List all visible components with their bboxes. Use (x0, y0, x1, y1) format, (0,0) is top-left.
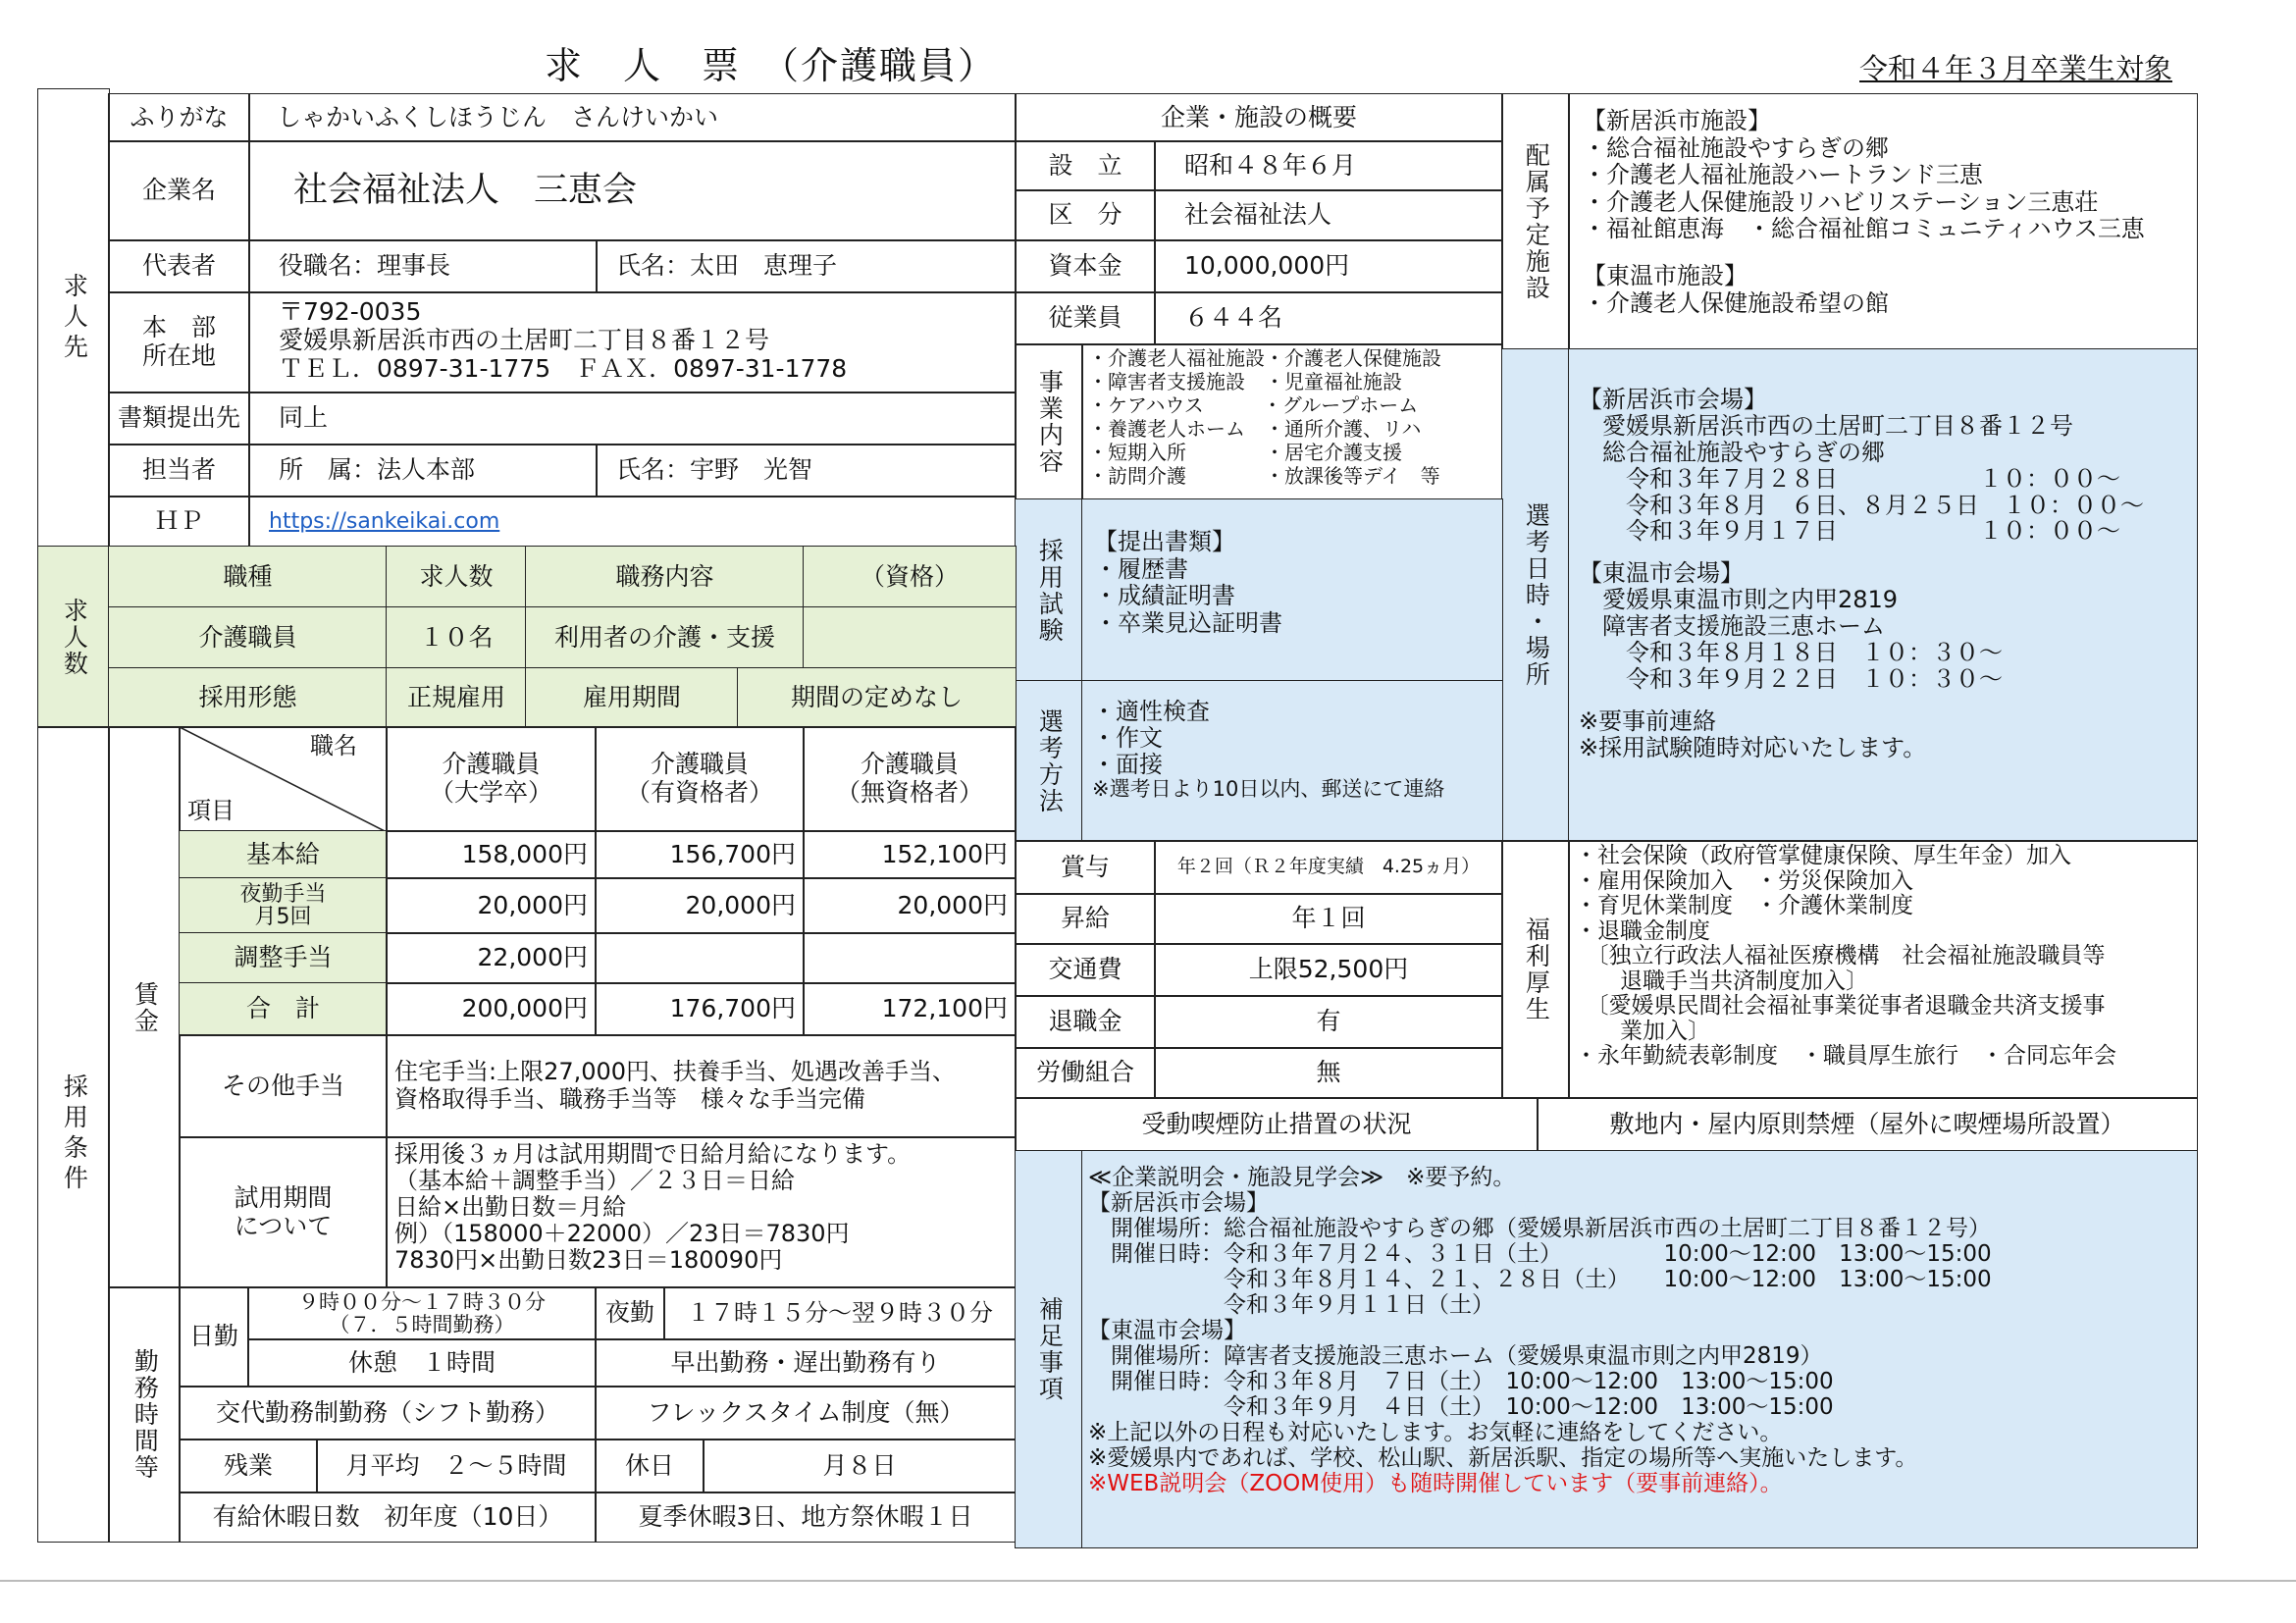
holiday: 月８日 (703, 1439, 1017, 1493)
exam-label: 採用試験 (1015, 498, 1083, 682)
business-item: ・養護老人ホーム ・通所介護、リハ (1088, 417, 1422, 441)
company-name-label: 企業名 (108, 140, 250, 241)
bonus: 年２回（Ｒ２年度実績 4.25ヵ月） (1154, 840, 1503, 895)
type-value: 社会福祉法人 (1154, 189, 1503, 241)
exam-line: 【提出書類】 (1094, 528, 1235, 555)
facility-line: ・介護老人保健施設リハビリステーション三恵荘 (1583, 187, 2099, 216)
wage-cell: 200,000円 (386, 982, 597, 1036)
union: 無 (1154, 1047, 1503, 1099)
employment-type: 正規雇用 (386, 667, 527, 728)
welfare-label: 福利厚生 (1501, 840, 1570, 1099)
wage-row-label: 基本給 (179, 830, 388, 879)
welfare-line: 〔愛媛県民間社会福祉事業従事者退職金共済支援事 (1575, 993, 2106, 1020)
business-item: ・ケアハウス ・グループホーム (1088, 393, 1419, 417)
night-shift-time: １７時１５分～翌９時３０分 (663, 1286, 1017, 1340)
rep-label: 代表者 (108, 239, 250, 293)
wage-row-label: 夜勤手当 月5回 (179, 877, 388, 934)
hp-cell (248, 496, 1017, 548)
facilities-list (1568, 93, 2198, 350)
hp-label: ＨＰ (108, 496, 250, 548)
welfare-line: 業加入〕 (1575, 1018, 1710, 1044)
raise: 年１回 (1154, 893, 1503, 945)
contact-label: 担当者 (108, 444, 250, 497)
web-briefing-note: ※WEB説明会（ZOOM使用）も随時開催しています（要事前連絡）。 (1088, 1470, 1783, 1496)
capital-value: 10,000,000円 (1154, 239, 1503, 293)
exam-line: ・成績証明書 (1094, 582, 1235, 610)
wages-diagonal-header (179, 726, 388, 832)
openings-count: １０名 (386, 606, 527, 669)
wages-label: 賃金 (108, 726, 181, 1288)
supplement-line: 令和３年９月１１日（土） (1088, 1291, 1494, 1318)
employees-label: 従業員 (1015, 291, 1156, 345)
furigana-label: ふりがな (108, 93, 250, 142)
wage-cell (803, 932, 1017, 984)
welfare-line: ・社会保険（政府管掌健康保険、厚生年金）加入 (1575, 843, 2071, 868)
trial-label: 試用期間 について (179, 1136, 388, 1288)
wage-cell: 158,000円 (386, 830, 597, 879)
overtime-label: 残業 (179, 1439, 318, 1493)
diag-top-label: 職名 (310, 732, 357, 759)
openings-qualification (803, 606, 1017, 669)
day-shift-label: 日勤 (179, 1286, 249, 1387)
employees-value: ６４４名 (1154, 291, 1503, 345)
method-line: ・面接 (1092, 750, 1163, 778)
method-line: ・適性検査 (1092, 698, 1210, 725)
overtime: 月平均 ２～５時間 (316, 1439, 597, 1493)
method-line: ※選考日より10日以内、郵送にて連絡 (1092, 776, 1445, 801)
schedule-line: 令和３年８月１８日 １０：３０～ (1579, 638, 2003, 666)
supplement-text (1081, 1150, 2198, 1548)
wage-col-unqualified: 介護職員 （無資格者） (803, 726, 1017, 832)
other-allowance-label: その他手当 (179, 1034, 388, 1138)
welfare-line: 〔独立行政法人福祉医療機構 社会福祉施設職員等 (1575, 943, 2106, 969)
wage-col-graduate: 介護職員 （大学卒） (386, 726, 597, 832)
break-time: 休憩 １時間 (247, 1338, 597, 1387)
diag-bottom-label: 項目 (187, 797, 235, 825)
furigana-value: しゃかいふくしほうじん さんけいかい (248, 93, 1017, 142)
supplement-line: 開催場所：総合福祉施設やすらぎの郷（愛媛県新居浜市西の土居町二丁目８番１２号） (1088, 1215, 1991, 1241)
business-item: ・訪問介護 ・放課後等デイ 等 (1088, 464, 1440, 488)
wage-cell: 22,000円 (386, 932, 597, 984)
retirement: 有 (1154, 995, 1503, 1049)
schedule-line: 令和３年８月 ６日、８月２５日 １０：００～ (1579, 491, 2144, 519)
openings-head-duties: 職務内容 (525, 546, 805, 608)
schedule-line: ※採用試験随時対応いたします。 (1579, 733, 1927, 761)
schedule-line: 令和３年９月２２日 １０：３０～ (1579, 664, 2003, 693)
holiday-label: 休日 (595, 1439, 704, 1493)
schedule-line: 総合福祉施設やすらぎの郷 (1579, 438, 1885, 466)
method-line: ・作文 (1092, 723, 1163, 752)
facility-line: 【新居浜市施設】 (1583, 107, 1771, 134)
transport-label: 交通費 (1015, 943, 1156, 997)
supplement-line: ≪企業説明会・施設見学会≫ ※要予約。 (1088, 1165, 1516, 1190)
raise-label: 昇給 (1015, 893, 1156, 945)
homepage-link[interactable]: https://sankeikai.com (269, 508, 500, 534)
hq-address: 〒792-0035 愛媛県新居浜市西の土居町二丁目８番１２号 ＴＥＬ．0897-31-1775 ＦＡＸ．0897-31-1778 (248, 291, 1017, 393)
rep-title: 役職名：理事長 (248, 239, 598, 293)
employment-period: 期間の定めなし (737, 667, 1017, 728)
facility-line: ・介護老人保健施設希望の館 (1583, 288, 1889, 317)
rep-name: 氏名：太田 恵理子 (596, 239, 1017, 293)
facilities-label: 配属予定施設 (1501, 93, 1570, 350)
schedule-line: 障害者支援施設三恵ホーム (1579, 612, 1885, 640)
schedule-line (1579, 545, 2187, 560)
docs-label: 書類提出先 (108, 392, 250, 445)
wage-col-qualified: 介護職員 （有資格者） (595, 726, 805, 832)
other-allowance: 住宅手当:上限27,000円、扶養手当、処遇改善手当、 資格取得手当、職務手当等 様々な手当完備 (386, 1034, 1017, 1138)
transport: 上限52,500円 (1154, 943, 1503, 997)
facility-line: ・福祉館恵海 ・総合福祉館コミュニティハウス三恵 (1583, 215, 2145, 243)
wage-cell: 20,000円 (803, 877, 1017, 934)
hq-label: 本 部 所在地 (108, 291, 250, 393)
schedule-line: 令和３年９月１７日 １０：００～ (1579, 517, 2120, 546)
facility-line: ・介護老人福祉施設ハートランド三恵 (1583, 161, 1983, 189)
schedule-label: 選考日時・場所 (1501, 348, 1570, 842)
employment-type-label: 採用形態 (108, 667, 388, 728)
exam-line: ・卒業見込証明書 (1094, 608, 1282, 637)
supplement-line: 令和３年８月１４、２１、２８日（土） 10:00～12:00 13:00～15:00 (1088, 1266, 1992, 1292)
method-list (1081, 680, 1503, 842)
smoking-policy: 敷地内・屋内原則禁煙（屋外に喫煙場所設置） (1537, 1097, 2198, 1152)
page-title: 求 人 票 （介護職員） (545, 44, 998, 87)
welfare-list (1568, 840, 2198, 1099)
section-conditions: 採用条件 (37, 726, 110, 1543)
section-recruiter: 求人先 (37, 88, 110, 548)
wage-cell: 152,100円 (803, 830, 1017, 879)
wage-cell: 172,100円 (803, 982, 1017, 1036)
established-label: 設 立 (1015, 140, 1156, 191)
schedule-line: 愛媛県東温市則之内甲2819 (1579, 586, 1899, 614)
openings-duties: 利用者の介護・支援 (525, 606, 805, 669)
wage-cell: 176,700円 (595, 982, 805, 1036)
welfare-line: ・育児休業制度 ・介護休業制度 (1575, 893, 1913, 919)
bonus-label: 賞与 (1015, 840, 1156, 895)
page-bottom-rule (0, 1580, 2296, 1582)
flextime: フレックスタイム制度（無） (595, 1386, 1017, 1440)
contact-dept: 所 属：法人本部 (248, 444, 598, 497)
hours-label: 勤務時間等 (108, 1286, 181, 1543)
docs-to: 同上 (248, 392, 1017, 445)
schedule-line: ※要事前連絡 (1579, 707, 1717, 735)
supplement-line: 【東温市会場】 (1088, 1317, 1246, 1343)
supplement-line: 【新居浜市会場】 (1088, 1189, 1269, 1216)
welfare-line: ・退職金制度 (1575, 917, 1710, 944)
facility-line: 【東温市施設】 (1583, 261, 1748, 289)
schedule-list (1568, 348, 2198, 842)
business-item: ・障害者支援施設 ・児童福祉施設 (1088, 370, 1402, 393)
openings-head-qualification: （資格） (803, 546, 1017, 608)
contact-name: 氏名：宇野 光智 (596, 444, 1017, 497)
shift-system: 交代勤務制勤務（シフト勤務） (179, 1386, 597, 1440)
supplement-line: 開催場所：障害者支援施設三恵ホーム（愛媛県東温市則之内甲2819） (1088, 1342, 1823, 1369)
company-name: 社会福祉法人 三恵会 (248, 140, 1017, 241)
trial-text: 採用後３ヵ月は試用期間で日給月給になります。 （基本給＋調整手当）／２３日＝日給 日給×出勤日数＝月給 例）（158000＋22000）／23日＝7830円 7830円×出勤日数23日＝180090円 (386, 1136, 1017, 1288)
wage-cell (595, 932, 805, 984)
openings-head-count: 求人数 (386, 546, 527, 608)
facility-line: ・総合福祉施設やすらぎの郷 (1583, 133, 1889, 162)
schedule-line: 令和３年７月２８日 １０：００～ (1579, 464, 2120, 493)
supplement-line: 開催日時：令和３年８月 ７日（土） 10:00～12:00 13:00～15:00 (1088, 1368, 1834, 1394)
supplement-line: 令和３年９月 ４日（土） 10:00～12:00 13:00～15:00 (1088, 1393, 1834, 1420)
night-shift-label: 夜勤 (595, 1286, 665, 1340)
supplement-line: ※上記以外の日程も対応いたします。お気軽に連絡をしてください。 (1088, 1419, 1783, 1445)
business-label: 事業内容 (1015, 343, 1083, 500)
wage-row-label: 合 計 (179, 982, 388, 1036)
openings-head-job: 職種 (108, 546, 388, 608)
business-item: ・介護老人福祉施設・介護老人保健施設 (1088, 346, 1441, 370)
supplement-label: 補足事項 (1015, 1150, 1083, 1548)
schedule-line: 【新居浜市会場】 (1579, 386, 1767, 413)
union-label: 労働組合 (1015, 1047, 1156, 1099)
wage-cell: 20,000円 (595, 877, 805, 934)
supplement-line: ※愛媛県内であれば、学校、松山駅、新居浜駅、指定の場所等へ実施いたします。 (1088, 1444, 1918, 1471)
employment-period-label: 雇用期間 (525, 667, 739, 728)
exam-docs (1081, 498, 1503, 682)
section-openings: 求人数 (37, 546, 110, 728)
day-shift-time: ９時００分～１７時３０分 （７．５時間勤務） (247, 1286, 597, 1340)
supplement-line: 開催日時：令和３年７月２４、３１日（土） 10:00～12:00 13:00～15:00 (1088, 1240, 1992, 1267)
established-value: 昭和４８年６月 (1154, 140, 1503, 191)
business-list (1081, 343, 1503, 500)
wage-cell: 156,700円 (595, 830, 805, 879)
schedule-line: 愛媛県新居浜市西の土居町二丁目８番１２号 (1579, 411, 2073, 440)
summer-leave: 夏季休暇3日、地方祭休暇１日 (595, 1492, 1017, 1543)
schedule-line (1579, 693, 2187, 708)
early-late-shift: 早出勤務・遅出勤務有り (595, 1338, 1017, 1387)
smoking-label: 受動喫煙防止措置の状況 (1015, 1097, 1539, 1152)
welfare-line: ・雇用保険加入 ・労災保険加入 (1575, 867, 1913, 894)
method-label: 選考方法 (1015, 680, 1083, 842)
type-label: 区 分 (1015, 189, 1156, 241)
schedule-line: 【東温市会場】 (1579, 559, 1744, 588)
target-graduates: 令和４年３月卒業生対象 (1859, 52, 2173, 85)
overview-title: 企業・施設の概要 (1015, 93, 1503, 142)
facility-line (1583, 243, 2183, 263)
welfare-line: 退職手当共済制度加入〕 (1575, 968, 1868, 994)
wage-cell: 20,000円 (386, 877, 597, 934)
wage-row-label: 調整手当 (179, 932, 388, 984)
business-item: ・短期入所 ・居宅介護支援 (1088, 441, 1402, 464)
openings-job: 介護職員 (108, 606, 388, 669)
retirement-label: 退職金 (1015, 995, 1156, 1049)
paid-leave: 有給休暇日数 初年度（10日） (179, 1492, 597, 1543)
capital-label: 資本金 (1015, 239, 1156, 293)
welfare-line: ・永年勤続表彰制度 ・職員厚生旅行 ・合同忘年会 (1575, 1043, 2116, 1070)
exam-line: ・履歴書 (1094, 554, 1188, 583)
